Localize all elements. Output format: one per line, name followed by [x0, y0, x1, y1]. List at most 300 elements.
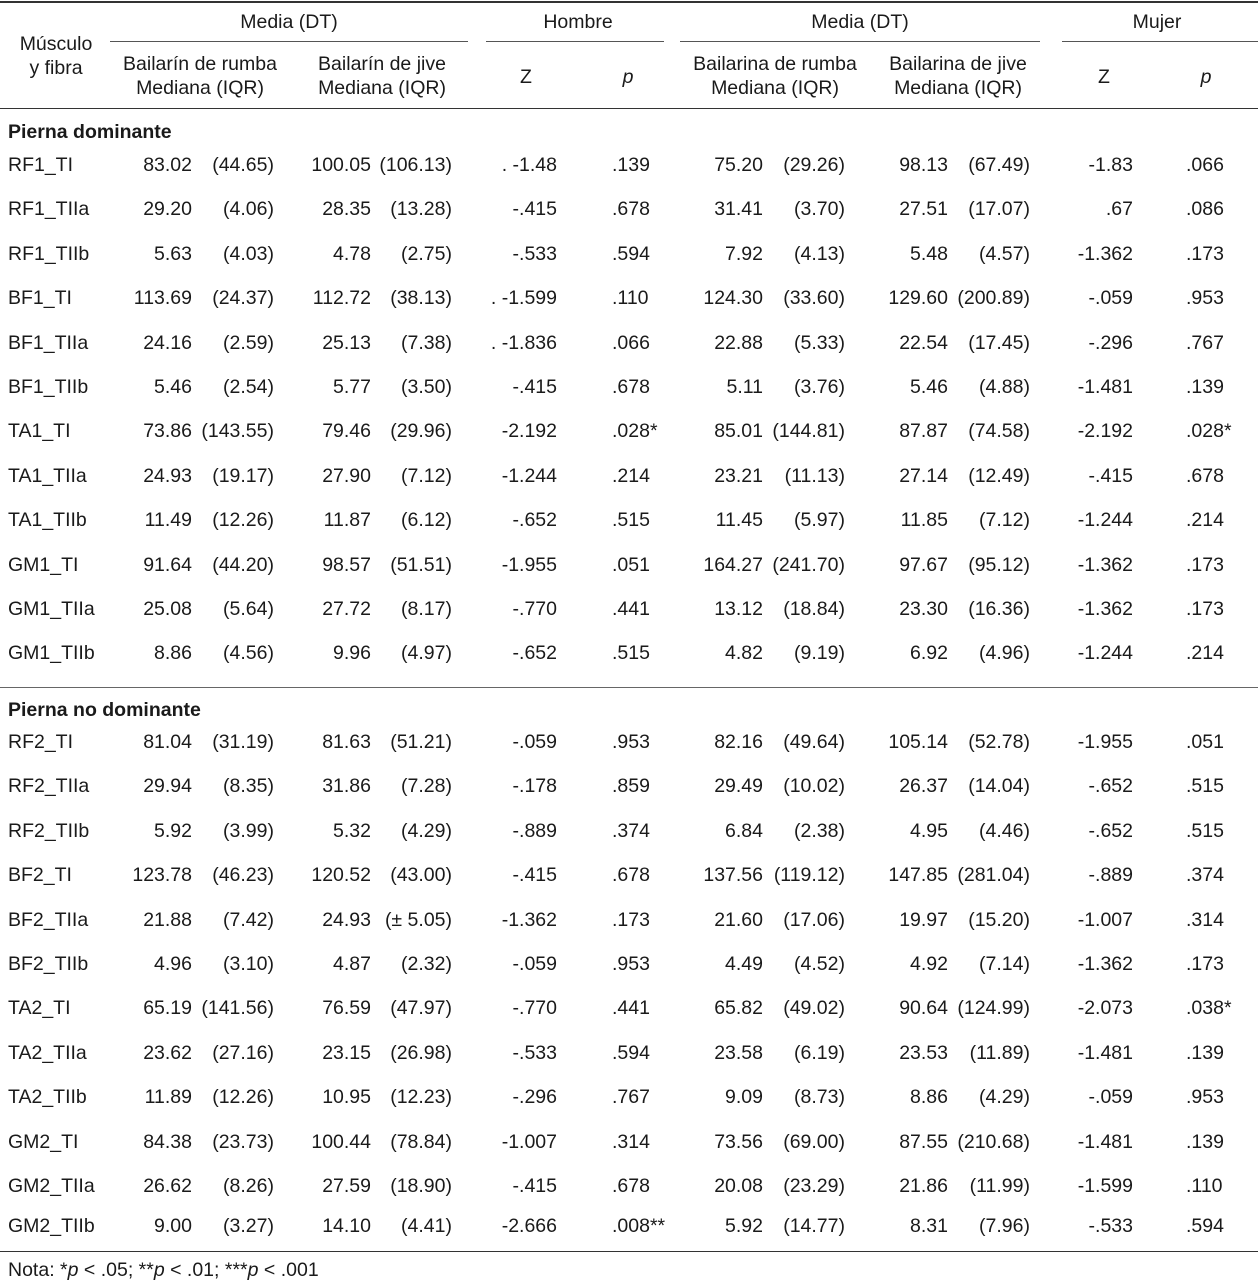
cell-p-women: .515: [1186, 775, 1224, 798]
cell-muscle: RF1_TI: [8, 154, 74, 176]
cell-z-women: -.296: [1088, 331, 1133, 354]
cell-rumba-m: 29.94: [143, 775, 192, 798]
cell-rumba-m-iqr: (143.55): [201, 420, 274, 443]
cell-muscle: TA1_TIIb: [8, 509, 87, 532]
cell-p-women: .173: [1186, 953, 1224, 975]
cell-z-men: -2.666: [501, 1215, 557, 1238]
cell-jive-f: 8.86: [910, 1086, 948, 1109]
cell-jive-m: 4.78: [333, 242, 371, 265]
cell-rumba-f-iqr: (29.26): [783, 154, 845, 176]
cell-rumba-m: 8.86: [154, 642, 192, 665]
cell-jive-m-iqr: (38.13): [390, 287, 452, 310]
cell-jive-f: 23.53: [899, 1041, 948, 1064]
cell-rumba-m: 5.92: [154, 819, 192, 842]
section-divider-rule: [0, 687, 1258, 688]
cell-z-men: -.533: [512, 242, 557, 265]
cell-p-men: .110: [612, 287, 649, 310]
cell-jive-f-iqr: (17.07): [968, 198, 1030, 221]
cell-z-men: . -1.48: [501, 154, 557, 176]
cell-muscle: BF1_TI: [8, 287, 72, 310]
cell-p-men: .214: [612, 464, 650, 487]
cell-z-women: -1.481: [1077, 1130, 1133, 1153]
cell-p-men: .374: [612, 819, 650, 842]
media-underline-women: [680, 41, 1040, 42]
cell-rumba-f: 82.16: [714, 731, 763, 753]
cell-rumba-f-iqr: (23.29): [783, 1175, 845, 1197]
header-p-women-text: p: [1200, 66, 1212, 88]
cell-jive-m-iqr: (51.51): [390, 553, 452, 576]
cell-rumba-f: 23.58: [714, 1041, 763, 1064]
cell-muscle: BF1_TIIb: [8, 376, 89, 398]
cell-p-women: .594: [1186, 1215, 1224, 1238]
cell-p-women: .086: [1186, 198, 1224, 221]
cell-jive-m: 76.59: [322, 997, 371, 1020]
cell-rumba-m-iqr: (2.54): [223, 376, 274, 398]
cell-z-men: -2.192: [501, 420, 557, 443]
cell-jive-f: 87.87: [899, 420, 948, 443]
cell-jive-f: 4.92: [910, 953, 948, 975]
cell-jive-m: 27.59: [322, 1175, 371, 1197]
cell-p-men: .678: [612, 198, 650, 221]
cell-jive-m-iqr: (47.97): [390, 997, 452, 1020]
cell-p-women: .139: [1186, 1041, 1224, 1064]
cell-rumba-f-iqr: (18.84): [783, 598, 845, 620]
header-bailarin-jive: [286, 52, 478, 100]
cell-rumba-m-iqr: (23.73): [212, 1130, 274, 1153]
cell-rumba-m: 26.62: [143, 1175, 192, 1197]
cell-rumba-m-iqr: (46.23): [212, 864, 274, 887]
cell-jive-m-iqr: (26.98): [390, 1041, 452, 1064]
cell-rumba-m-iqr: (2.59): [223, 331, 274, 354]
cell-p-men: .173: [612, 908, 650, 931]
cell-rumba-f-iqr: (4.13): [794, 242, 845, 265]
cell-jive-f: 87.55: [899, 1130, 948, 1153]
cell-p-women: .173: [1186, 553, 1224, 576]
cell-p-men: .953: [612, 731, 650, 753]
cell-rumba-m-iqr: (44.65): [212, 154, 274, 176]
note-text-2: < .01; ***: [164, 1259, 248, 1281]
cell-z-men: -.770: [512, 997, 557, 1020]
cell-p-men: .441: [612, 997, 650, 1020]
header-bailarina-jive: [858, 52, 1058, 100]
cell-rumba-m-iqr: (24.37): [212, 287, 274, 310]
header-bailarin-jive-line1: Bailarín de jive: [318, 53, 446, 75]
cell-p-women: .953: [1186, 1086, 1224, 1109]
header-bailarina-jive-line1: Bailarina de jive: [889, 53, 1027, 75]
cell-p-women: .678: [1186, 464, 1224, 487]
cell-rumba-f: 29.49: [714, 775, 763, 798]
cell-rumba-m-iqr: (4.03): [223, 242, 274, 265]
cell-z-women: -1.955: [1077, 731, 1133, 753]
cell-rumba-f-iqr: (5.97): [794, 509, 845, 532]
cell-p-men: .515: [612, 509, 650, 532]
cell-jive-m-iqr: (78.84): [390, 1130, 452, 1153]
cell-rumba-m-iqr: (4.06): [223, 198, 274, 221]
cell-z-women: .67: [1105, 198, 1133, 221]
cell-rumba-m-iqr: (7.42): [223, 908, 274, 931]
header-hombre: Hombre: [543, 11, 613, 33]
cell-muscle: TA1_TIIa: [8, 464, 87, 487]
cell-p-women: .953: [1186, 287, 1224, 310]
note-text-1: < .05; **: [78, 1259, 154, 1281]
cell-jive-f: 4.95: [910, 819, 948, 842]
mujer-underline: [1062, 41, 1258, 42]
cell-rumba-f-iqr: (6.19): [794, 1041, 845, 1064]
cell-z-men: -.415: [512, 198, 557, 221]
cell-muscle: BF2_TIIa: [8, 908, 89, 931]
cell-z-women: -.059: [1088, 287, 1133, 310]
cell-rumba-m: 11.49: [144, 509, 192, 532]
cell-jive-f: 5.48: [910, 242, 948, 265]
header-bailarina-rumba: [672, 52, 878, 100]
cell-jive-m-iqr: (12.23): [390, 1086, 452, 1109]
header-p-men-text: p: [622, 66, 634, 88]
cell-jive-f-iqr: (4.46): [979, 819, 1030, 842]
cell-jive-f-iqr: (4.29): [979, 1086, 1030, 1109]
cell-z-women: -1.481: [1077, 1041, 1133, 1064]
cell-jive-f: 129.60: [888, 287, 948, 310]
cell-jive-f-iqr: (95.12): [968, 553, 1030, 576]
cell-jive-m: 31.86: [322, 775, 371, 798]
cell-rumba-m: 113.69: [133, 287, 192, 310]
note-p-b: p: [153, 1259, 165, 1281]
cell-rumba-f: 13.12: [714, 598, 763, 620]
cell-jive-f-iqr: (67.49): [968, 154, 1030, 176]
header-mujer: Mujer: [1132, 11, 1182, 33]
cell-jive-m-iqr: (3.50): [401, 376, 452, 398]
note-p-a: p: [67, 1259, 79, 1281]
cell-jive-f: 90.64: [899, 997, 948, 1020]
cell-rumba-m-iqr: (44.20): [212, 553, 274, 576]
cell-z-women: -1.007: [1077, 908, 1133, 931]
cell-rumba-f: 73.56: [714, 1130, 763, 1153]
cell-p-men: .767: [612, 1086, 650, 1109]
cell-rumba-m: 123.78: [132, 864, 192, 887]
hombre-underline: [486, 41, 664, 42]
cell-rumba-f: 7.92: [725, 242, 763, 265]
cell-rumba-m-iqr: (4.56): [223, 642, 274, 665]
cell-z-women: -.415: [1088, 464, 1133, 487]
cell-jive-m-iqr: (13.28): [390, 198, 452, 221]
cell-jive-m: 98.57: [322, 553, 371, 576]
cell-z-men: -.059: [512, 731, 557, 753]
cell-muscle: BF2_TI: [8, 864, 72, 887]
table-top-rule: [0, 1, 1258, 3]
cell-rumba-f: 31.41: [714, 198, 763, 221]
cell-rumba-f: 164.27: [703, 553, 763, 576]
cell-rumba-f: 5.11: [726, 376, 763, 398]
cell-rumba-m-iqr: (27.16): [212, 1041, 274, 1064]
cell-jive-m: 25.13: [322, 331, 371, 354]
cell-p-men: .678: [612, 1175, 650, 1197]
cell-rumba-m-iqr: (8.26): [223, 1175, 274, 1197]
cell-z-women: -2.073: [1077, 997, 1133, 1020]
cell-jive-f-iqr: (12.49): [968, 464, 1030, 487]
cell-p-women: .110: [1186, 1175, 1223, 1197]
cell-jive-f: 6.92: [910, 642, 948, 665]
cell-rumba-f: 5.92: [725, 1215, 763, 1238]
cell-muscle: BF2_TIIb: [8, 953, 89, 975]
cell-jive-f-iqr: (4.96): [979, 642, 1030, 665]
cell-jive-m-iqr: (7.12): [401, 464, 452, 487]
cell-jive-f-iqr: (210.68): [957, 1130, 1030, 1153]
cell-rumba-f: 65.82: [714, 997, 763, 1020]
cell-jive-m-iqr: (51.21): [390, 731, 452, 753]
cell-p-men: .314: [612, 1130, 650, 1153]
cell-rumba-f-iqr: (3.76): [794, 376, 845, 398]
cell-muscle: BF1_TIIa: [8, 331, 89, 354]
cell-rumba-m: 24.16: [143, 331, 192, 354]
table-bottom-rule: [0, 1251, 1258, 1252]
cell-jive-m: 100.44: [311, 1130, 371, 1153]
cell-jive-f: 8.31: [910, 1215, 948, 1238]
header-media-dt-women: Media (DT): [811, 11, 909, 33]
cell-jive-f: 11.85: [900, 509, 948, 532]
cell-z-men: . -1.599: [490, 287, 557, 310]
cell-rumba-f-iqr: (17.06): [783, 908, 845, 931]
header-media-dt-men: Media (DT): [240, 11, 338, 33]
cell-rumba-f: 4.49: [725, 953, 763, 975]
cell-rumba-f: 85.01: [714, 420, 763, 443]
cell-jive-f: 23.30: [899, 598, 948, 620]
cell-z-women: -1.362: [1077, 953, 1133, 975]
cell-rumba-m-iqr: (8.35): [223, 775, 274, 798]
cell-p-men: .028*: [612, 420, 658, 443]
cell-jive-m-iqr: (4.41): [401, 1215, 452, 1238]
cell-jive-m-iqr: (7.38): [401, 331, 452, 354]
cell-jive-f-iqr: (14.04): [968, 775, 1030, 798]
cell-jive-f: 105.14: [888, 731, 948, 753]
header-p-men: [608, 65, 648, 89]
cell-muscle: GM2_TIIb: [8, 1215, 95, 1238]
cell-z-men: -1.244: [501, 464, 557, 487]
cell-jive-f: 19.97: [899, 908, 948, 931]
cell-jive-m: 27.90: [322, 464, 371, 487]
cell-jive-f-iqr: (4.88): [979, 376, 1030, 398]
cell-jive-m: 4.87: [333, 953, 371, 975]
cell-rumba-m-iqr: (3.27): [223, 1215, 274, 1238]
cell-jive-f: 147.85: [888, 864, 948, 887]
cell-jive-m: 14.10: [322, 1215, 371, 1238]
note-prefix: Nota: *: [8, 1259, 68, 1281]
cell-jive-f-iqr: (200.89): [957, 287, 1030, 310]
cell-jive-f-iqr: (11.89): [969, 1041, 1030, 1064]
cell-jive-f: 21.86: [899, 1175, 948, 1197]
cell-jive-m-iqr: (± 5.05): [384, 908, 452, 931]
cell-jive-m: 100.05: [311, 154, 371, 176]
header-bailarina-rumba-line2: Mediana (IQR): [711, 77, 839, 99]
cell-z-men: -.415: [512, 864, 557, 887]
header-bailarin-rumba-line2: Mediana (IQR): [136, 77, 264, 99]
cell-z-women: -1.362: [1077, 553, 1133, 576]
header-muscle-line2: y fibra: [29, 57, 83, 79]
cell-p-men: .441: [612, 598, 650, 620]
cell-p-men: .594: [612, 1041, 650, 1064]
cell-z-men: -.652: [512, 642, 557, 665]
cell-jive-f: 5.46: [910, 376, 948, 398]
cell-rumba-f: 22.88: [714, 331, 763, 354]
cell-jive-f: 27.51: [899, 198, 948, 221]
cell-rumba-m: 65.19: [143, 997, 192, 1020]
cell-jive-m-iqr: (6.12): [401, 509, 452, 532]
cell-z-men: -1.007: [501, 1130, 557, 1153]
cell-rumba-f-iqr: (119.12): [773, 864, 845, 887]
cell-rumba-f-iqr: (144.81): [772, 420, 845, 443]
cell-rumba-m: 73.86: [143, 420, 192, 443]
cell-jive-f-iqr: (7.96): [979, 1215, 1030, 1238]
note-text-3: < .001: [258, 1259, 319, 1281]
media-underline-men: [110, 41, 468, 42]
cell-rumba-f-iqr: (33.60): [783, 287, 845, 310]
header-bailarin-jive-line2: Mediana (IQR): [318, 77, 446, 99]
cell-jive-m: 79.46: [322, 420, 371, 443]
cell-rumba-m: 24.93: [143, 464, 192, 487]
cell-p-men: .515: [612, 642, 650, 665]
cell-muscle: RF2_TIIb: [8, 819, 90, 842]
cell-rumba-f: 137.56: [703, 864, 763, 887]
cell-jive-f-iqr: (17.45): [968, 331, 1030, 354]
cell-p-women: .767: [1186, 331, 1224, 354]
cell-rumba-f-iqr: (8.73): [794, 1086, 845, 1109]
cell-jive-f-iqr: (124.99): [957, 997, 1030, 1020]
header-bailarina-rumba-line1: Bailarina de rumba: [693, 53, 857, 75]
cell-rumba-f-iqr: (10.02): [783, 775, 845, 798]
cell-z-men: -.059: [512, 953, 557, 975]
cell-z-women: -1.244: [1077, 509, 1133, 532]
cell-z-women: -1.83: [1088, 154, 1133, 176]
cell-rumba-f-iqr: (2.38): [794, 819, 845, 842]
cell-jive-m: 23.15: [322, 1041, 371, 1064]
cell-muscle: GM1_TI: [8, 553, 79, 576]
cell-rumba-f-iqr: (49.02): [783, 997, 845, 1020]
cell-z-men: -.415: [512, 1175, 557, 1197]
cell-jive-m-iqr: (106.13): [379, 154, 452, 176]
cell-z-men: -.296: [512, 1086, 557, 1109]
table-note: [8, 1258, 319, 1282]
cell-z-men: -.178: [512, 775, 557, 798]
header-bailarina-jive-line2: Mediana (IQR): [894, 77, 1022, 99]
cell-jive-f: 22.54: [899, 331, 948, 354]
cell-rumba-m: 25.08: [143, 598, 192, 620]
cell-jive-m-iqr: (7.28): [401, 775, 452, 798]
cell-rumba-m: 83.02: [143, 154, 192, 176]
cell-p-men: .008**: [612, 1215, 666, 1238]
cell-z-women: -1.481: [1077, 376, 1133, 398]
cell-jive-m-iqr: (8.17): [401, 598, 452, 620]
cell-p-women: .173: [1186, 242, 1224, 265]
cell-rumba-m: 4.96: [154, 953, 192, 975]
cell-p-women: .139: [1186, 1130, 1224, 1153]
cell-jive-m: 24.93: [322, 908, 371, 931]
cell-jive-m-iqr: (4.29): [401, 819, 452, 842]
cell-rumba-m: 84.38: [143, 1130, 192, 1153]
cell-rumba-m-iqr: (19.17): [212, 464, 274, 487]
cell-p-women: .139: [1186, 376, 1224, 398]
cell-rumba-m-iqr: (3.99): [223, 819, 274, 842]
cell-jive-m: 11.87: [323, 509, 371, 532]
cell-p-men: .139: [612, 154, 650, 176]
cell-rumba-f-iqr: (4.52): [794, 953, 845, 975]
cell-jive-m: 28.35: [322, 198, 371, 221]
cell-rumba-f-iqr: (3.70): [794, 198, 845, 221]
header-bottom-rule: [0, 108, 1258, 109]
cell-rumba-f-iqr: (49.64): [783, 731, 845, 753]
cell-rumba-m: 81.04: [143, 731, 192, 753]
cell-p-men: .953: [612, 953, 650, 975]
cell-jive-m: 120.52: [311, 864, 371, 887]
cell-p-women: .028*: [1186, 420, 1232, 443]
header-muscle: [0, 32, 112, 80]
cell-p-women: .314: [1186, 908, 1224, 931]
cell-p-women: .515: [1186, 819, 1224, 842]
cell-jive-f-iqr: (281.04): [957, 864, 1030, 887]
cell-z-women: -.889: [1088, 864, 1133, 887]
cell-rumba-f: 75.20: [714, 154, 763, 176]
cell-muscle: GM2_TIIa: [8, 1175, 95, 1197]
cell-rumba-f: 20.08: [714, 1175, 763, 1197]
cell-z-women: -1.362: [1077, 242, 1133, 265]
cell-z-women: -.059: [1088, 1086, 1133, 1109]
cell-z-women: -2.192: [1077, 420, 1133, 443]
header-muscle-line1: Músculo: [19, 33, 93, 55]
cell-p-men: .678: [612, 864, 650, 887]
cell-rumba-f: 23.21: [714, 464, 763, 487]
cell-p-men: .066: [612, 331, 650, 354]
cell-rumba-m: 5.63: [154, 242, 192, 265]
cell-z-men: -.533: [512, 1041, 557, 1064]
cell-p-men: .594: [612, 242, 650, 265]
cell-jive-m: 10.95: [322, 1086, 371, 1109]
cell-rumba-m-iqr: (31.19): [212, 731, 274, 753]
cell-z-men: -1.362: [501, 908, 557, 931]
cell-rumba-f: 21.60: [714, 908, 763, 931]
cell-rumba-m: 9.00: [154, 1215, 192, 1238]
cell-jive-f: 98.13: [899, 154, 948, 176]
cell-muscle: RF1_TIIa: [8, 198, 90, 221]
cell-jive-m: 9.96: [333, 642, 371, 665]
cell-jive-f-iqr: (16.36): [968, 598, 1030, 620]
cell-rumba-f: 9.09: [725, 1086, 763, 1109]
cell-muscle: RF2_TI: [8, 731, 74, 753]
cell-rumba-f: 6.84: [725, 819, 763, 842]
cell-z-men: -.415: [512, 376, 557, 398]
cell-z-men: -.770: [512, 598, 557, 620]
cell-jive-m: 5.32: [333, 819, 371, 842]
section-title: Pierna dominante: [8, 121, 172, 143]
cell-rumba-m-iqr: (12.26): [212, 1086, 274, 1109]
cell-z-women: -1.599: [1077, 1175, 1133, 1197]
cell-jive-m: 112.72: [312, 287, 371, 310]
cell-muscle: GM1_TIIa: [8, 598, 95, 620]
header-z-men: Z: [520, 66, 532, 88]
header-z-women: Z: [1098, 66, 1110, 88]
cell-jive-f: 97.67: [899, 553, 948, 576]
cell-muscle: RF2_TIIa: [8, 775, 90, 798]
header-bailarin-rumba-line1: Bailarín de rumba: [123, 53, 277, 75]
cell-rumba-m: 91.64: [143, 553, 192, 576]
cell-p-women: .051: [1186, 731, 1224, 753]
cell-z-women: -.652: [1088, 775, 1133, 798]
cell-muscle: TA2_TI: [8, 997, 71, 1020]
cell-p-men: .051: [612, 553, 650, 576]
cell-jive-m-iqr: (2.75): [401, 242, 452, 265]
cell-jive-m-iqr: (18.90): [390, 1175, 452, 1197]
cell-z-women: -1.244: [1077, 642, 1133, 665]
cell-jive-m: 81.63: [322, 731, 371, 753]
cell-jive-f-iqr: (7.14): [979, 953, 1030, 975]
cell-jive-m: 27.72: [322, 598, 371, 620]
cell-p-women: .374: [1186, 864, 1224, 887]
